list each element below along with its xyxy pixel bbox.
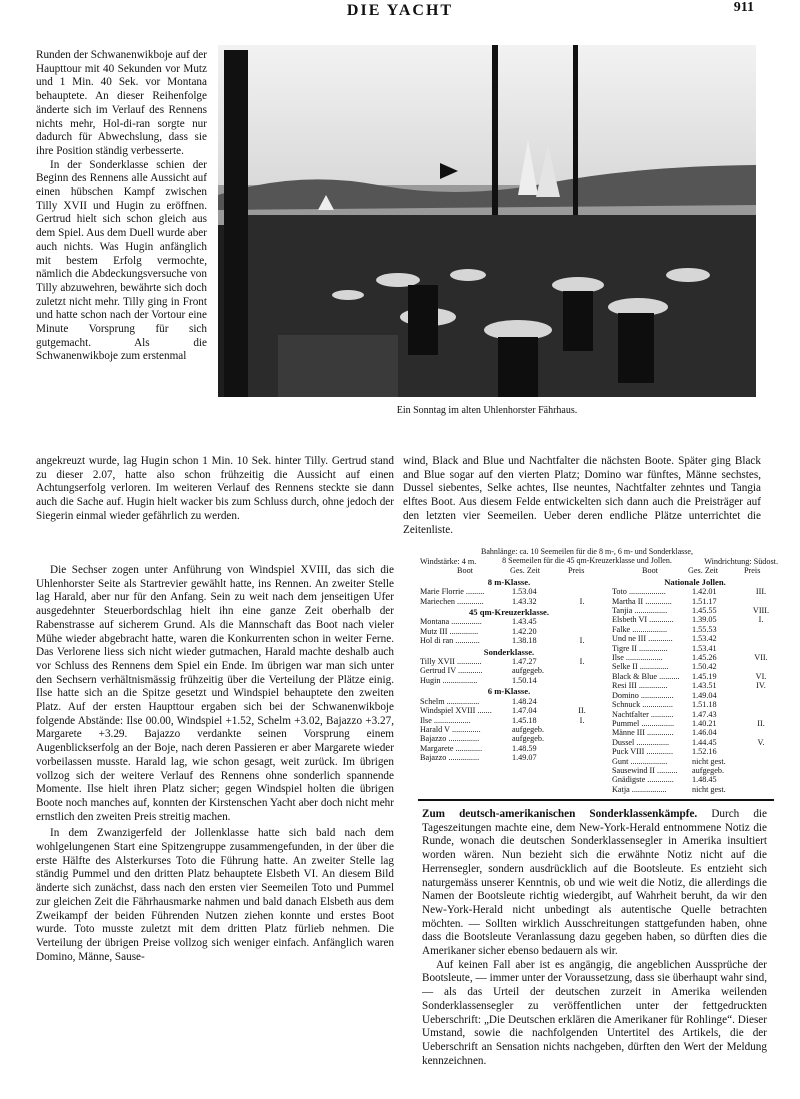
total-time: 1.42.01: [692, 587, 717, 597]
result-row: [420, 716, 598, 725]
result-row: [612, 625, 778, 634]
boat-name: Marie Florrie .........: [420, 587, 485, 597]
section-title: Nationale Jollen.: [664, 576, 726, 587]
prize: [568, 697, 596, 706]
section-title: Sonderklasse.: [483, 646, 535, 657]
results-header-line: Bahnlänge: ca. 10 Seemeilen für die 8 m-, 6 m- und Sonderklasse,: [481, 547, 693, 556]
result-row: [612, 681, 778, 690]
result-row: [420, 587, 598, 596]
paragraph: wind, Black and Blue und Nachtfalter die nächsten Boote. Später ging Black and Blue sogar auf den vierten Platz; Domino war fünftes, Männe sechstes, Dussel siebentes, Selke achtes, Ilse neuntes, Nachtfalter zehntes und Tangia elftes Boot. Aus diesem Felde entwickelten sich dann auch die Preisträger auf den letzten vier Seemeilen. Ueber deren endliche Plätze unterrichtet die Zeitenliste.: [403, 455, 761, 536]
right-column-top: [403, 455, 761, 537]
result-row: [420, 657, 598, 666]
result-row: [612, 653, 778, 662]
result-row: [420, 597, 598, 606]
total-time: 1.42.20: [512, 626, 537, 636]
prize: [746, 634, 776, 643]
prize: [746, 625, 776, 634]
total-time: 1.45.19: [692, 671, 717, 681]
section-title: 6 m-Klasse.: [487, 686, 531, 697]
boat-name: Domino ................: [612, 690, 674, 700]
prize: VII.: [754, 653, 768, 663]
article-heading: Zum deutsch-amerikanischen Sonderklassenkämpfe.: [422, 808, 698, 820]
col-time: Ges. Zeit: [510, 566, 541, 576]
result-row: [420, 666, 598, 675]
total-time: 1.51.18: [692, 700, 717, 710]
result-row: [612, 672, 778, 681]
result-row: [612, 747, 778, 756]
boat-name: Nachtfalter ...........: [612, 709, 674, 719]
result-row: [612, 719, 778, 728]
prize: [568, 676, 596, 685]
total-time: 1.38.18: [512, 636, 537, 646]
prize: [568, 734, 596, 743]
prize: I.: [579, 596, 585, 606]
total-time: 1.43.32: [512, 596, 537, 606]
boat-name: Ilse ..................: [612, 653, 663, 663]
col-boat: Boot: [457, 566, 473, 576]
boat-name: Gnädigste .............: [612, 775, 674, 785]
boat-name: Pummel ................: [612, 718, 675, 728]
prize: [746, 700, 776, 709]
paragraph: Auf keinen Fall aber ist es angängig, die angeblichen Aussprüche der Bootsleute, — immer unter der Voraussetzung, dass sie überhaupt wahr sind, — als das Urteil der deutschen zurzeit in Amerika weilenden Sonderklassensegler zu veröffentlichen unter der fettgedruckten Ueberschrift: „Die Deutschen erklären die Amerikaner für Rohlinge“. Dieser Umstand, sowie die nachfolgenden Untertitel des Artikels, die der Ueberschrift an Sensation nichts nachgeben, dürften den Wert der Meldung kennzeichnen.: [422, 958, 767, 1067]
photo-caption: Ein Sonntag im alten Uhlenhorster Fährhaus.: [396, 405, 578, 416]
section-title: 45 qm-Kreuzerklasse.: [468, 607, 550, 618]
total-time: 1.55.53: [692, 624, 717, 634]
boat-name: Sausewind II ..........: [612, 765, 678, 775]
result-row: [420, 734, 598, 743]
prize: II.: [578, 706, 586, 716]
result-row: [612, 785, 778, 794]
left-column-wide: [36, 455, 394, 524]
prize: [746, 766, 776, 775]
photograph: [218, 45, 756, 397]
boat-name: Windspiel XVIII .......: [420, 706, 492, 716]
total-time: 1.49.07: [512, 753, 537, 763]
prize: [568, 627, 596, 636]
result-row: [612, 766, 778, 775]
result-row: [612, 728, 778, 737]
boat-name: Falke .................: [612, 624, 668, 634]
prize: I.: [579, 657, 585, 667]
result-row: [612, 738, 778, 747]
total-time: 1.48.59: [512, 743, 537, 753]
result-row: [612, 757, 778, 766]
result-row: [420, 636, 598, 645]
result-row: [612, 775, 778, 784]
inline-text: angekreuzt wurde, lag Hugin schon 1 Min. 10 Sek. hinter Tilly. Gertrud stand zu dieser 2.07, hatte also schon frühzeitig die Aussicht auf einen Achtungserfolg verloren. Im weiteren Verlauf des Rennens steckte sie dann auch die Sache auf. Hugin hielt wacker bis zum Schluss durch, ohne jedoch der Siegerin einmal wieder gefährlich zu werden.: [36, 455, 394, 522]
boat-name: Montana ...............: [420, 617, 482, 627]
left-column-top: [36, 49, 207, 364]
paragraph: [422, 808, 767, 959]
column-headers: [420, 566, 598, 575]
col-boat: Boot: [642, 566, 658, 576]
prize: [746, 710, 776, 719]
prize: [746, 662, 776, 671]
boat-name: Bajazzo ...............: [420, 734, 480, 744]
total-time: 1.40.21: [692, 718, 717, 728]
boat-name: Gertrud IV ............: [420, 666, 483, 676]
total-time: 1.51.17: [692, 596, 717, 606]
prize: [746, 785, 776, 794]
prize: [746, 644, 776, 653]
paragraph: Runden der Schwanenwikboje auf der Haupttour mit 40 Sekunden vor Mutz und 1 Min. 40 Sek. vor Montana behauptete. An dieser Reihenfolge änderte sich im Verlauf des Rennens nichts mehr, Hol-di-ran sorgte nur dadurch für Abwechslung, dass sie ihre Position ständig verbesserte.: [36, 49, 207, 157]
wind-row: [420, 557, 598, 566]
inline-text: Durch die Tageszeitungen machte eine, dem New-York-Herald entnommene Notiz die Runde, wonach die deutschen Sonderklassensegler in Amerika insultiert worden wären. Nun bezieht sich die erwähnte Notiz nicht auf die Herrensegler, sondern ausdrücklich auf die Bootsleute. Es entzieht sich naturgemäss unserer Kenntnis, ob und wie weit die Notiz, die allerdings die Namen der Bootsleute richtig wiedergibt, auf Wahrheit beruht, da wir den New-York-Herald nicht unbedingt als autentische Quelle betrachten möchten. — Sollten wirklich Ausschreitungen stattgefunden haben, ohne dass die Bootsleute Veranlassung dazu gegeben haben, so dürften dies die Amerikaner sicher ebenso bedauern als wir.: [422, 808, 768, 958]
total-time: 1.43.51: [692, 681, 717, 691]
result-row: [420, 744, 598, 753]
total-time: 1.44.45: [692, 737, 717, 747]
terrace-scene-image: [218, 45, 756, 397]
total-time: aufgegeb.: [512, 734, 545, 744]
paragraph: In der Sonderklasse schien der Beginn des Rennens alle Aussicht auf einen hübschen Kampf zwischen Tilly XVII und Hugin zu eröffnen. Gertrud hielt sich schon gleich aus dem Spiel. Aus dem Duell wurde aber auch nichts. Was Hugin anfänglich mit bestem Erfolg vermochte, nämlich die Abdeckungsversuche von Tilly abzuwehren, bewährte sich doch zuletzt nicht mehr. Tilly ging in Front und hatte schon nach der Vortour eine Minute Vorsprung für sich gutgemacht. Als die Schwanenwikboje zum erstenmal: [36, 158, 207, 363]
wind-row: [612, 557, 778, 566]
boat-name: Tanjia ................: [612, 606, 668, 616]
prize: [568, 617, 596, 626]
boat-name: Gunt ..................: [612, 756, 668, 766]
result-row: [612, 615, 778, 624]
column-headers: [612, 566, 778, 575]
total-time: 1.48.45: [692, 775, 717, 785]
total-time: 1.45.18: [512, 715, 537, 725]
total-time: 1.50.14: [512, 675, 537, 685]
prize: IV.: [756, 681, 766, 691]
boat-name: Dussel ................: [612, 737, 670, 747]
prize: I.: [758, 615, 764, 625]
result-row: [612, 644, 778, 653]
boat-name: Bajazzo ...............: [420, 753, 480, 763]
boat-name: Martha II .............: [612, 596, 672, 606]
total-time: 1.47.43: [692, 709, 717, 719]
paragraph: [36, 455, 394, 524]
prize: [746, 597, 776, 606]
results-left: [420, 557, 598, 763]
boat-name: Schelm ................: [420, 696, 480, 706]
result-row: [612, 662, 778, 671]
boat-name: Und ne III ............: [612, 634, 673, 644]
total-time: 1.52.16: [692, 747, 717, 757]
boat-name: Männe III .............: [612, 728, 674, 738]
prize: I.: [579, 636, 585, 646]
prize: [568, 587, 596, 596]
result-row: [612, 700, 778, 709]
prize: [746, 691, 776, 700]
total-time: 1.43.45: [512, 617, 537, 627]
prize: [568, 725, 596, 734]
boat-name: Katja .................: [612, 784, 667, 794]
total-time: 1.47.27: [512, 657, 537, 667]
result-row: [612, 691, 778, 700]
boat-name: Resi III ..............: [612, 681, 668, 691]
total-time: 1.45.26: [692, 653, 717, 663]
col-prize: Preis: [568, 566, 585, 576]
boat-name: Elsbeth VI ............: [612, 615, 674, 625]
section-title: 8 m-Klasse.: [487, 576, 531, 587]
boat-name: Ilse ..................: [420, 715, 471, 725]
total-time: 1.49.04: [692, 690, 717, 700]
result-row: [420, 617, 598, 626]
result-row: [612, 606, 778, 615]
prize: II.: [757, 718, 765, 728]
boat-name: Mutz III ..............: [420, 626, 479, 636]
boat-name: Schnuck ...............: [612, 700, 673, 710]
prize: VI.: [755, 671, 767, 681]
result-row: [420, 753, 598, 762]
paragraph: In dem Zwanzigerfeld der Jollenklasse hatte sich bald nach dem wohlgelungenen Start eine Spitzengruppe zusammengefunden, in der über die erste Hälfte des Alsterkurses Toto die Führung hatte. An zweiter Stelle lag ständig Pummel und den dritten Platz behauptete Elsbeth VI. An diesem Bild änderte sich zunächst, dass nach den ersten vier Seemeilen Toto und Pummel zur gleichen Zeit die Fährhausmarke nahmen und bald danach Elsbeth aus dem Zweikampf der beiden Führenden Nutzen ziehen konnte und erstes Boot wurde. Toto musste zuletzt mit dem dritten Platz fürlieb nehmen. Die Verteilung der übrigen Preise vollzog sich weniger einfach. Anfänglich waren Domino, Männe, Sause-: [36, 827, 394, 963]
right-column-article: [422, 808, 767, 1068]
total-time: 1.53.42: [692, 634, 717, 644]
boat-name: Mariechen .............: [420, 596, 484, 606]
boat-name: Selke II ..............: [612, 662, 669, 672]
total-time: aufgegeb.: [692, 765, 725, 775]
prize: I.: [579, 715, 585, 725]
wind-strength: Windstärke: 4 m.: [420, 557, 477, 566]
result-row: [612, 597, 778, 606]
results-right-rows: [612, 587, 778, 794]
prize: [746, 747, 776, 756]
prize: III.: [755, 587, 767, 597]
left-column-main: [36, 564, 394, 964]
col-time: Ges. Zeit: [688, 566, 719, 576]
total-time: aufgegeb.: [512, 724, 545, 734]
prize: [568, 744, 596, 753]
results-header-line: 8 Seemeilen für die 45 qm-Kreuzerklasse und Jollen.: [502, 556, 672, 565]
result-row: [612, 634, 778, 643]
wind-direction: Windrichtung: Südost.: [704, 557, 778, 566]
result-row: [420, 627, 598, 636]
prize: [568, 753, 596, 762]
total-time: 1.45.55: [692, 606, 717, 616]
results-right: [612, 557, 778, 794]
total-time: 1.53.41: [692, 643, 717, 653]
total-time: nicht gest.: [692, 756, 726, 766]
boat-name: Toto ..................: [612, 587, 666, 597]
page-number: 911: [733, 0, 754, 15]
boat-name: Margarete .............: [420, 743, 483, 753]
divider: [418, 799, 774, 801]
prize: VIII.: [752, 606, 770, 616]
total-time: aufgegeb.: [512, 666, 545, 676]
result-row: [420, 706, 598, 715]
total-time: 1.53.04: [512, 587, 537, 597]
result-row: [612, 587, 778, 596]
result-row: [420, 676, 598, 685]
total-time: 1.47.04: [512, 706, 537, 716]
boat-name: Black & Blue ..........: [612, 671, 680, 681]
running-header: DIE YACHT: [346, 2, 454, 19]
prize: [568, 666, 596, 675]
prize: V.: [757, 737, 765, 747]
prize: [746, 775, 776, 784]
total-time: 1.46.04: [692, 728, 717, 738]
paragraph: Die Sechser zogen unter Anführung von Windspiel XVIII, das sich die Uhlenhorster Seite als Startrevier gewählt hatte, ins Rennen. An zweiter Stelle lag Harald, aber nur für den Anfang. Sein zu weit nach dem jenseitigen Ufer ausgedehnter Steuerbordschlag hielt ihn eine ganze Zeit oberhalb der Rabenstrasse auf sicherem Grund. Als die Mannschaft das Boot nach vieler Mühe wieder abgebracht hatte, waren die Konkurrenten schon in weiter Ferne. Das Verlorene liess sich nicht wieder gutmachen, Harald machte deshalb auch vor Schluss des Rennens dem Spiel ein Ende. Im übrigen war man sich unter den Sechsern verhältnismässig frühzeitig über die Verteilung der Plätze einig. Ilse hatte sich an die Spitze gesetzt und Windspiel behauptete den zweiten Platz. Auf der ersten Haupttour ergaben sich bei der Schwanenwikboje folgende Abstände: Ilse 00.00, Windspiel +1.52, Schelm +3.02, Bajazzo +3.27, Margarete +3.29. Bajazzo verdankte seinen Vorsprung einem Augenblickserfolg an der Boje, nach deren Passieren er aber Margarete wieder vorbeilassen musste. Harald lag, wie schon gesagt, weit zurück. Im übrigen vollzog sich der weitere Verlauf des Rennens ohne sonderlich spannende Momente. Ilse hielt ihren Platz sicher; gegen Windspiel holten die übrigen Boote noch manches auf, konnten der Kirstenschen Yacht aber doch nicht mehr ernstlich den zweiten Preis streitig machen.: [36, 564, 394, 823]
total-time: 1.48.24: [512, 696, 537, 706]
result-row: [420, 697, 598, 706]
results-left-sections: [420, 578, 598, 763]
boat-name: Puck VIII .............: [612, 747, 674, 757]
boat-name: Hol di ran ............: [420, 636, 480, 646]
result-row: [612, 710, 778, 719]
prize: [746, 757, 776, 766]
total-time: 1.50.42: [692, 662, 717, 672]
total-time: 1.39.05: [692, 615, 717, 625]
total-time: nicht gest.: [692, 784, 726, 794]
prize: [746, 728, 776, 737]
col-prize: Preis: [744, 566, 761, 576]
boat-name: Tigre II ..............: [612, 643, 668, 653]
boat-name: Tilly XVII ............: [420, 657, 482, 667]
boat-name: Harald V ..............: [420, 724, 481, 734]
boat-name: Hugin .................: [420, 675, 478, 685]
result-row: [420, 725, 598, 734]
